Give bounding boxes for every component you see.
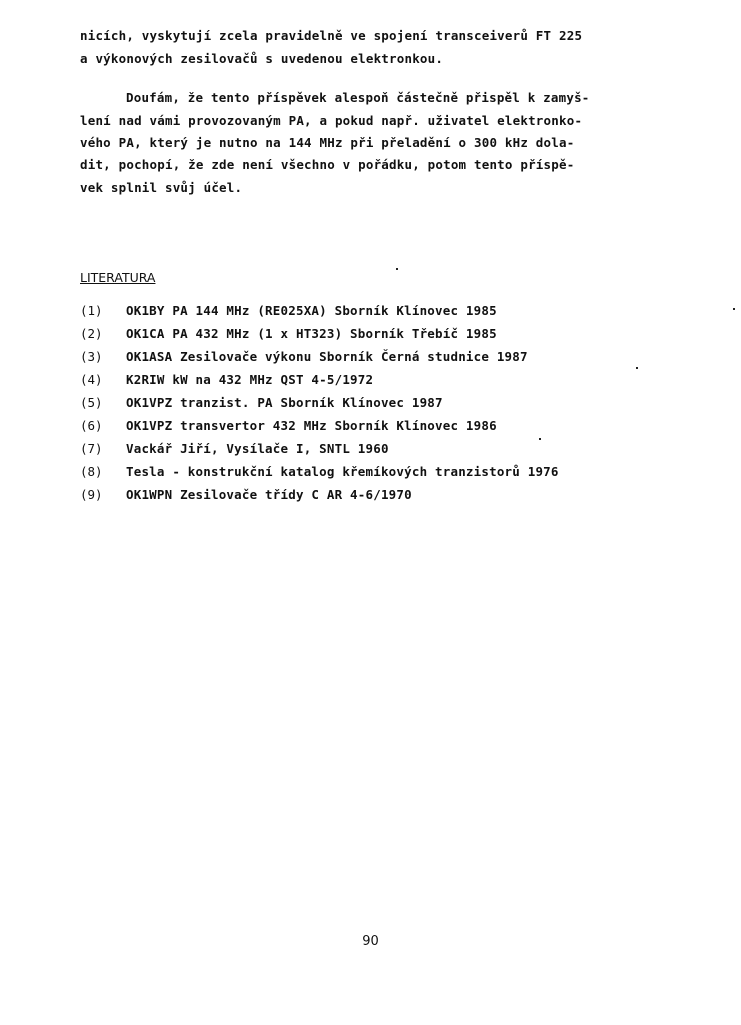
reference-text: OK1VPZ tranzist. PA Sborník Klínovec 1987 — [126, 395, 443, 410]
reference-text: OK1BY PA 144 MHz (RE025XA) Sborník Klínovec 1985 — [126, 303, 497, 318]
reference-number: (8) — [80, 464, 103, 479]
page-number: 90 — [362, 934, 379, 949]
scan-speck — [733, 308, 735, 310]
reference-number: (1) — [80, 303, 103, 318]
scan-speck — [539, 438, 541, 440]
reference-item — [80, 372, 700, 390]
reference-number: (9) — [80, 487, 103, 502]
reference-number: (5) — [80, 395, 103, 410]
reference-number: (3) — [80, 349, 103, 364]
body-line: a výkonových zesilovačů s uvedenou elektronkou. — [80, 51, 444, 66]
body-line: lení nad vámi provozovaným PA, a pokud např. uživatel elektronko- — [80, 113, 583, 128]
reference-text: K2RIW kW na 432 MHz QST 4-5/1972 — [126, 372, 374, 387]
reference-item — [80, 395, 700, 413]
reference-number: (4) — [80, 372, 103, 387]
reference-text: Vackář Jiří, Vysílače I, SNTL 1960 — [126, 441, 389, 456]
reference-item — [80, 464, 700, 482]
reference-item — [80, 303, 700, 321]
reference-text: OK1ASA Zesilovače výkonu Sborník Černá studnice 1987 — [126, 349, 528, 364]
reference-text: OK1VPZ transvertor 432 MHz Sborník Klínovec 1986 — [126, 418, 497, 433]
reference-number: (6) — [80, 418, 103, 433]
reference-item — [80, 418, 700, 436]
scan-speck — [396, 268, 398, 270]
reference-item — [80, 326, 700, 344]
reference-item — [80, 441, 700, 459]
body-line: nicích, vyskytují zcela pravidelně ve spojení transceiverů FT 225 — [80, 28, 583, 43]
scan-speck — [636, 367, 638, 369]
body-line: dit, pochopí, že zde není všechno v pořádku, potom tento příspě- — [80, 157, 575, 172]
body-line: vek splnil svůj účel. — [80, 180, 243, 195]
reference-number: (7) — [80, 441, 103, 456]
reference-item — [80, 349, 700, 367]
reference-item — [80, 487, 700, 505]
reference-text: OK1WPN Zesilovače třídy C AR 4-6/1970 — [126, 487, 412, 502]
reference-text: Tesla - konstrukční katalog křemíkových tranzistorů 1976 — [126, 464, 559, 479]
body-line: vého PA, který je nutno na 144 MHz při přeladění o 300 kHz dola- — [80, 135, 575, 150]
reference-number: (2) — [80, 326, 103, 341]
body-line: Doufám, že tento příspěvek alespoň částečně přispěl k zamyš- — [126, 90, 590, 105]
reference-text: OK1CA PA 432 MHz (1 x HT323) Sborník Třebíč 1985 — [126, 326, 497, 341]
literature-heading: LITERATURA — [80, 270, 156, 285]
